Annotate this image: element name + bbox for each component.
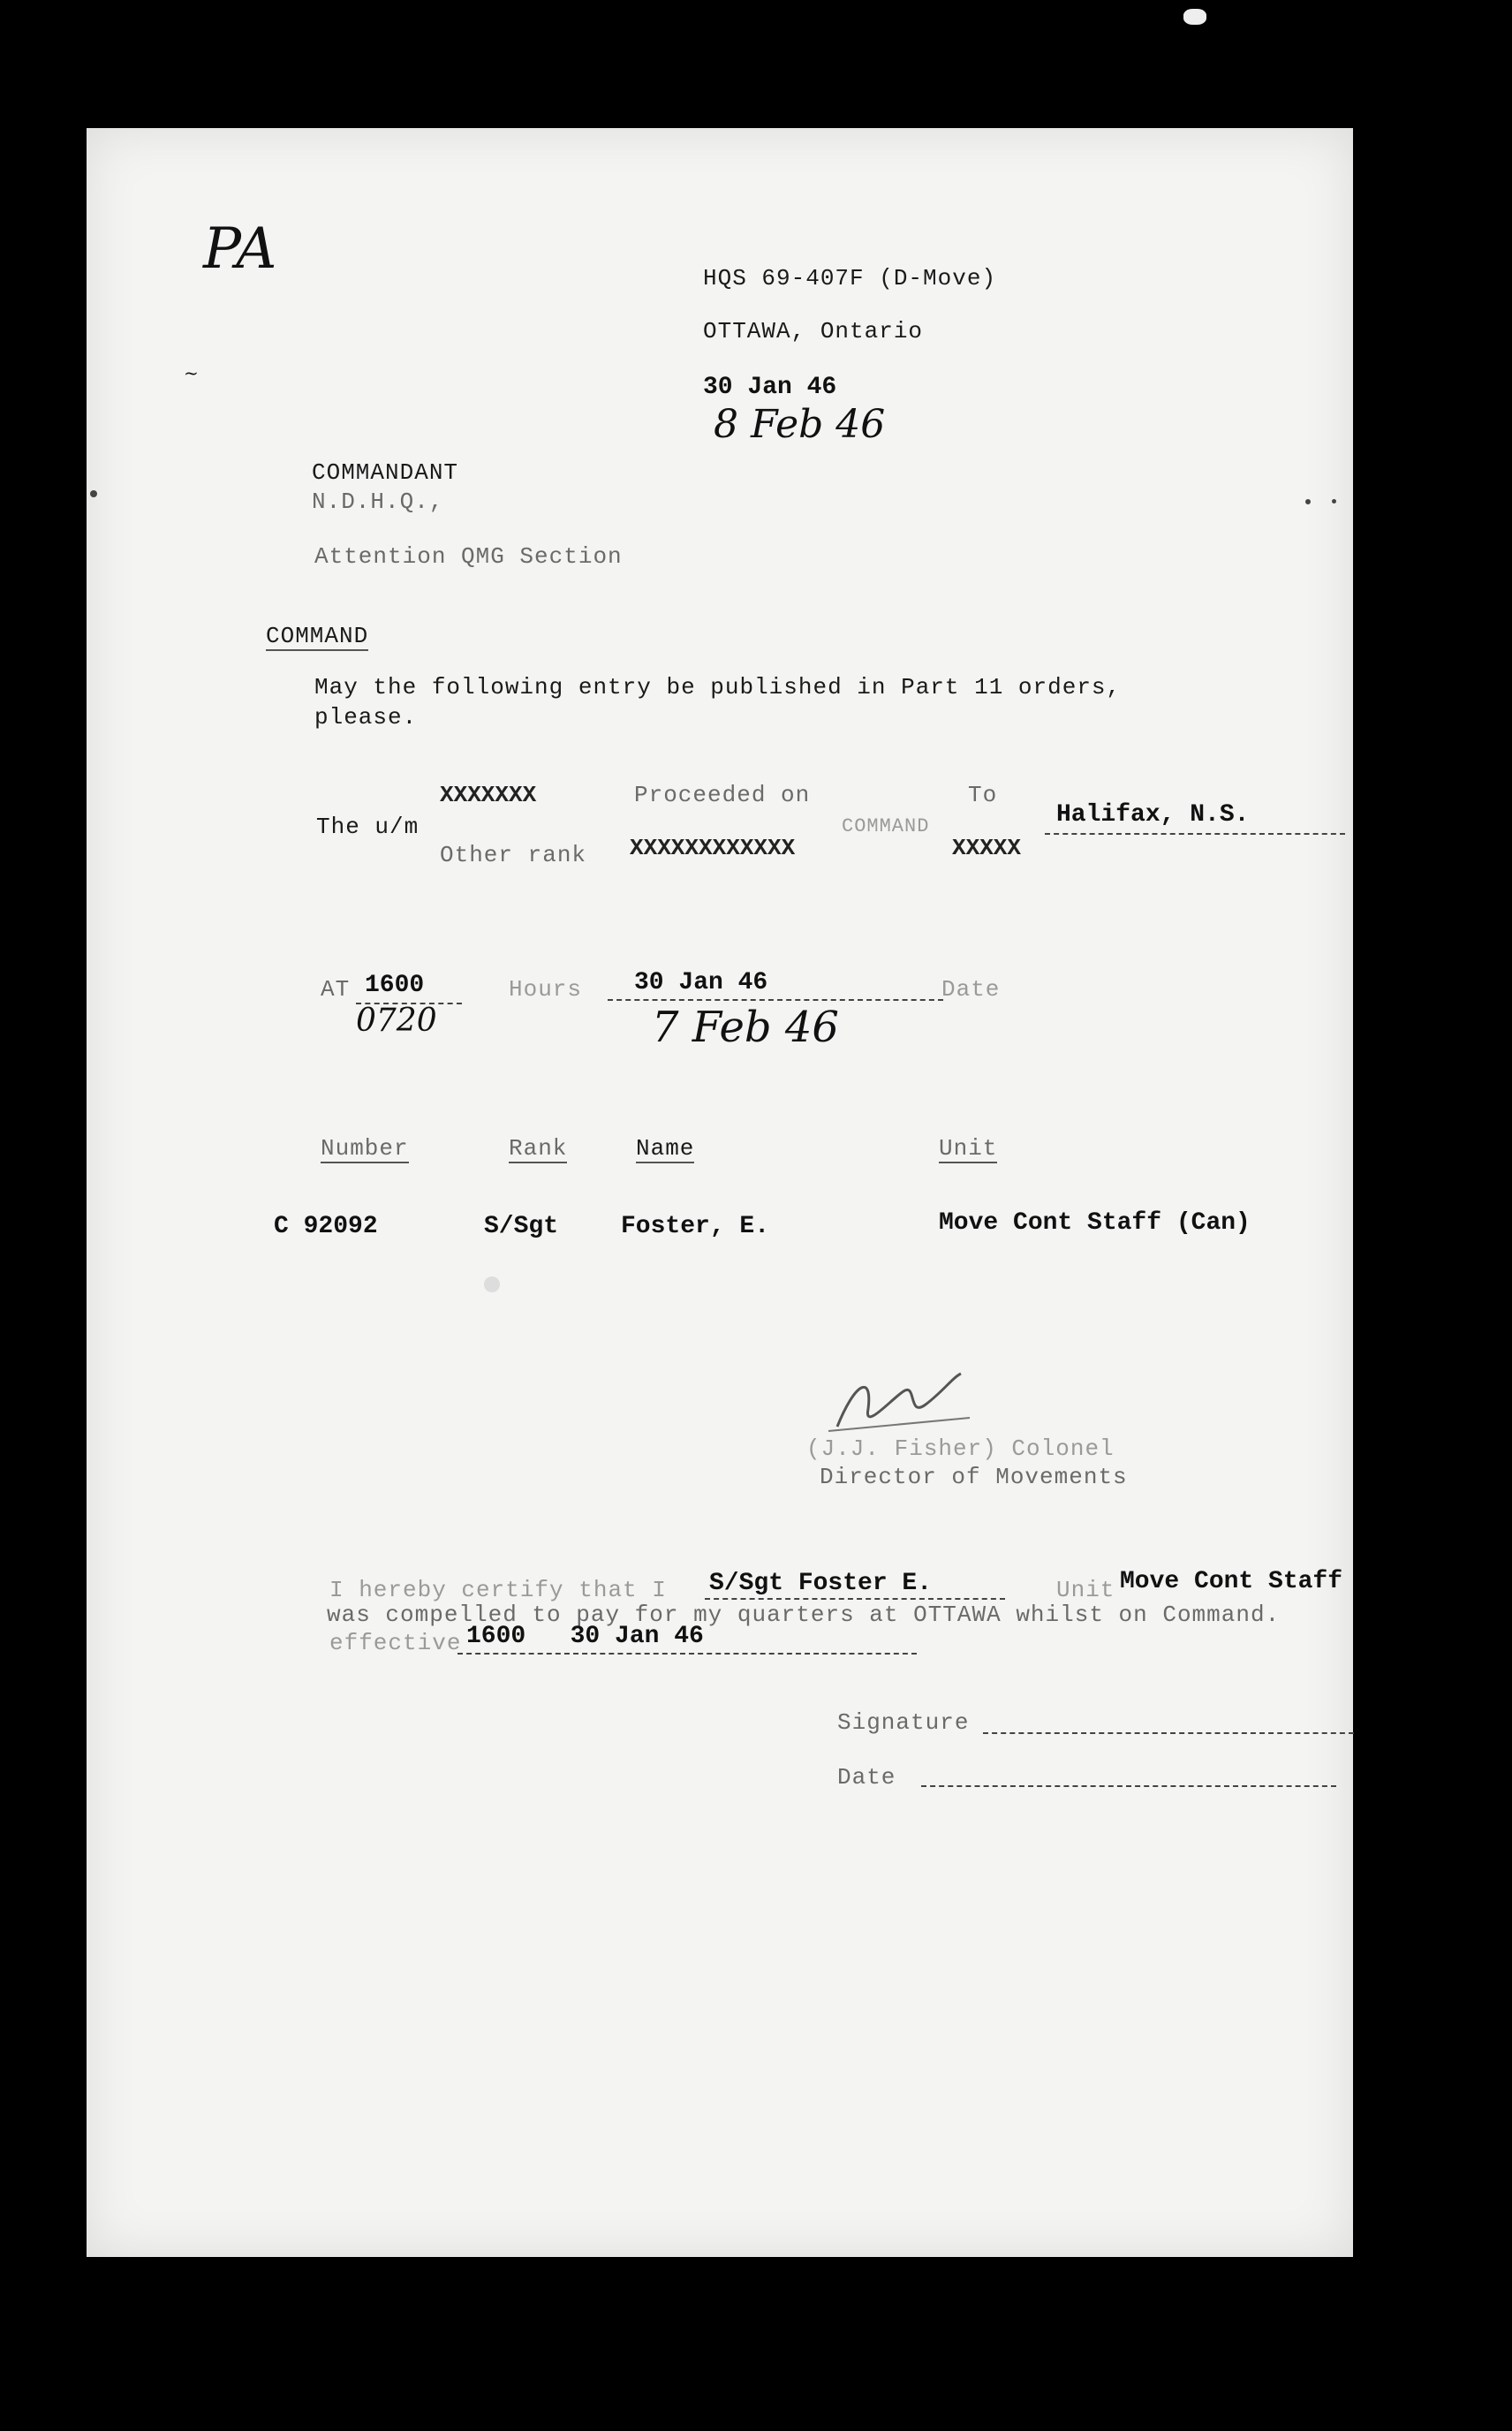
col-header-name: Name <box>636 1135 695 1162</box>
margin-mark: PA <box>203 216 277 282</box>
scan-artifact <box>1183 9 1206 25</box>
scan-speck <box>484 1276 500 1292</box>
addressee-line1: COMMANDANT <box>312 459 459 486</box>
entry-date-handwritten: 7 Feb 46 <box>652 1003 839 1052</box>
certificate-effective-label: effective <box>329 1630 462 1656</box>
location: OTTAWA, Ontario <box>703 318 924 345</box>
date-label: Date <box>941 976 1001 1003</box>
at-label: AT <box>321 976 351 1003</box>
proceeded-on-label: Proceeded on <box>634 782 811 808</box>
certificate-unit: Move Cont Staff <box>1120 1568 1343 1595</box>
certificate-name: S/Sgt Foster E. <box>709 1570 933 1597</box>
certificate-prefix: I hereby certify that I <box>329 1577 667 1603</box>
entry-date-underline <box>608 999 943 1001</box>
signature-scrawl <box>820 1365 979 1444</box>
to-label: To <box>968 782 998 808</box>
col-header-rank: Rank <box>509 1135 568 1162</box>
col-header-unit: Unit <box>939 1135 998 1162</box>
document-page <box>87 128 1353 2257</box>
certificate-line2: was compelled to pay for my quarters at OTTAWA whilst on Command. <box>327 1602 1281 1628</box>
row-number: C 92092 <box>274 1213 378 1240</box>
scan-speck <box>1332 499 1336 504</box>
command-heading: COMMAND <box>266 623 369 649</box>
struck-text-2: XXXXXXXXXXXX <box>630 835 796 861</box>
margin-scribble: ~ <box>184 362 199 383</box>
attention-line: Attention QMG Section <box>314 543 623 570</box>
signature-label: Signature <box>837 1709 970 1736</box>
certificate-effective-value: 1600 30 Jan 46 <box>466 1623 704 1650</box>
other-rank-label: Other rank <box>440 842 587 868</box>
struck-text-1: XXXXXXX <box>440 782 537 808</box>
cert-date-line <box>921 1785 1336 1787</box>
certificate-effective-underline <box>457 1653 917 1655</box>
destination: Halifax, N.S. <box>1056 801 1250 829</box>
struck-text-3: XXXXX <box>952 835 1022 861</box>
command-label: COMMAND <box>842 815 930 837</box>
hours-label: Hours <box>509 976 583 1003</box>
destination-underline <box>1045 833 1345 835</box>
row-unit: Move Cont Staff (Can) <box>939 1209 1251 1237</box>
certificate-name-underline <box>705 1598 1005 1600</box>
the-um-label: The u/m <box>316 814 420 840</box>
signature-line <box>983 1732 1354 1734</box>
request-line2: please. <box>314 704 418 731</box>
row-rank: S/Sgt <box>484 1213 559 1240</box>
certificate-unit-label: Unit <box>1056 1577 1115 1603</box>
col-header-number: Number <box>321 1135 409 1162</box>
time-handwritten: 0720 <box>356 1003 437 1039</box>
header-date: 30 Jan 46 <box>703 374 837 401</box>
signatory-title: Director of Movements <box>820 1464 1128 1490</box>
scan-speck <box>1305 499 1311 504</box>
scan-speck <box>90 490 97 497</box>
file-reference: HQS 69-407F (D-Move) <box>703 265 997 292</box>
entry-date-typed: 30 Jan 46 <box>634 969 768 996</box>
request-line1: May the following entry be published in Part 11 orders, <box>314 674 1122 701</box>
addressee-line2: N.D.H.Q., <box>312 488 444 515</box>
signatory-name: (J.J. Fisher) Colonel <box>806 1435 1115 1462</box>
cert-date-label: Date <box>837 1764 896 1791</box>
time-typed: 1600 <box>365 972 425 999</box>
header-date-handwritten: 8 Feb 46 <box>714 402 886 447</box>
row-name: Foster, E. <box>621 1213 770 1240</box>
